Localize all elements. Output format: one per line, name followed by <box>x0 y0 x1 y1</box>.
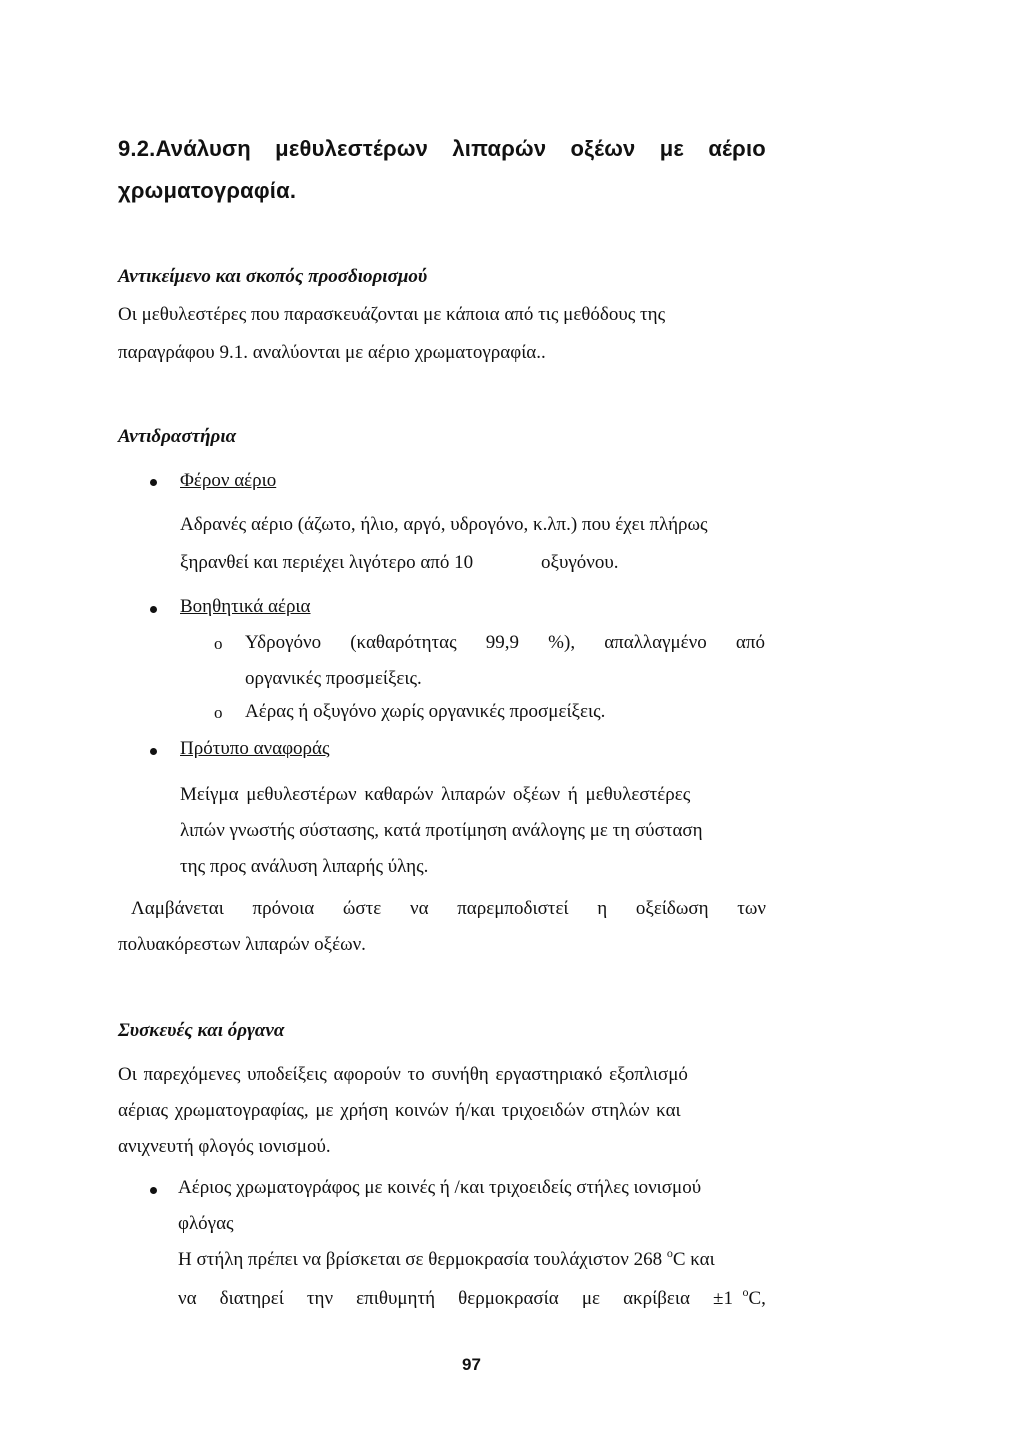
bullet-icon <box>150 1187 157 1194</box>
note-line2: πολυακόρεστων λιπαρών οξέων. <box>118 934 366 955</box>
objective-line2: παραγράφου 9.1. αναλύονται με αέριο χρωματογραφία.. <box>118 342 546 363</box>
item-word: Υδρογόνο <box>245 632 322 653</box>
note-word: να <box>409 898 429 919</box>
apparatus-line2: αέριας χρωματογραφίας, με χρήση κοινών ή/και τριχοειδών στηλών και <box>118 1100 681 1121</box>
item-word: να <box>178 1288 197 1309</box>
item-word: από <box>735 632 765 653</box>
temperature-unit: C και <box>672 1249 715 1270</box>
item-word: διατηρεί <box>219 1288 284 1309</box>
carrier-gas-label: Φέρον αέριο <box>180 470 277 491</box>
objective-title: Αντικείμενο και σκοπός προσδιορισμού <box>118 266 428 287</box>
auxiliary-gas-item1-line2: οργανικές προσμείξεις. <box>245 668 422 689</box>
bullet-icon <box>150 748 157 755</box>
accuracy-unit: C, <box>748 1288 766 1309</box>
page-number: 97 <box>462 1355 481 1374</box>
circle-bullet-icon: o <box>214 703 223 722</box>
auxiliary-gas-item1-line1 <box>245 632 765 654</box>
note-word: οξείδωση <box>635 898 709 919</box>
apparatus-item1-line4 <box>178 1285 766 1310</box>
apparatus-item1-line3 <box>178 1246 715 1271</box>
heading-word: λιπαρών <box>452 136 547 161</box>
apparatus-item1-line2: φλόγας <box>178 1213 234 1234</box>
heading-word: με <box>659 136 685 161</box>
section-heading-line2: χρωματογραφία. <box>118 178 297 203</box>
circle-bullet-icon: o <box>214 634 223 653</box>
heading-word: 9.2.Ανάλυση <box>118 136 251 161</box>
item-word: επιθυμητή <box>356 1288 436 1309</box>
carrier-gas-line1: Αδρανές αέριο (άζωτο, ήλιο, αργό, υδρογόνο, κ.λπ.) που έχει πλήρως <box>180 514 708 535</box>
reference-standard-line3: της προς ανάλυση λιπαρής ύλης. <box>180 856 429 877</box>
apparatus-title: Συσκευές και όργανα <box>118 1020 285 1041</box>
heading-word: μεθυλεστέρων <box>275 136 429 161</box>
auxiliary-gas-item2: Αέρας ή οξυγόνο χωρίς οργανικές προσμείξεις. <box>245 701 606 722</box>
item-word: θερμοκρασία <box>458 1288 559 1309</box>
note-word: Λαμβάνεται <box>131 898 224 919</box>
note-word: πρόνοια <box>252 898 315 919</box>
note-word: των <box>737 898 766 919</box>
bullet-icon <box>150 606 157 613</box>
item-word: με <box>581 1288 600 1309</box>
accuracy-value <box>713 1285 766 1310</box>
auxiliary-gases-label: Βοηθητικά αέρια <box>180 596 311 617</box>
bullet-icon <box>150 479 157 486</box>
item-word: (καθαρότητας <box>350 632 457 653</box>
apparatus-line3: ανιχνευτή φλογός ιονισμού. <box>118 1136 331 1157</box>
reference-standard-line2: λιπών γνωστής σύστασης, κατά προτίμηση ανάλογης με τη σύσταση <box>180 820 703 841</box>
section-heading-line1 <box>118 136 766 162</box>
item-word: ακρίβεια <box>623 1288 690 1309</box>
degree-sup: o <box>666 1246 673 1260</box>
heading-word: αέριο <box>708 136 766 161</box>
heading-word: οξέων <box>570 136 636 161</box>
apparatus-item1-line1: Αέριος χρωματογράφος με κοινές ή /και τριχοειδείς στήλες ιονισμού <box>178 1177 702 1198</box>
carrier-gas-line2b: οξυγόνου. <box>541 552 619 573</box>
reagents-title: Αντιδραστήρια <box>118 426 237 447</box>
temperature-text: Η στήλη πρέπει να βρίσκεται σε θερμοκρασία τουλάχιστον 268 <box>178 1249 663 1270</box>
item-word: 99,9 <box>485 632 520 653</box>
item-word: την <box>306 1288 334 1309</box>
item-word: %), <box>548 632 576 653</box>
accuracy-number: ±1 <box>713 1288 733 1309</box>
degree-sup: o <box>742 1285 749 1299</box>
note-word: ώστε <box>342 898 382 919</box>
note-word: η <box>597 898 608 919</box>
note-word: παρεμποδιστεί <box>457 898 569 919</box>
apparatus-line1: Οι παρεχόμενες υποδείξεις αφορούν το συνήθη εργαστηριακό εξοπλισμό <box>118 1064 688 1085</box>
carrier-gas-line2a: ξηρανθεί και περιέχει λιγότερο από 10 <box>180 552 474 573</box>
note-line1 <box>131 898 766 920</box>
objective-line1: Οι μεθυλεστέρες που παρασκευάζονται με κάποια από τις μεθόδους της <box>118 304 666 325</box>
reference-standard-label: Πρότυπο αναφοράς <box>180 738 330 759</box>
reference-standard-line1: Μείγμα μεθυλεστέρων καθαρών λιπαρών οξέων ή μεθυλεστέρες <box>180 784 691 805</box>
item-word: απαλλαγμένο <box>604 632 707 653</box>
